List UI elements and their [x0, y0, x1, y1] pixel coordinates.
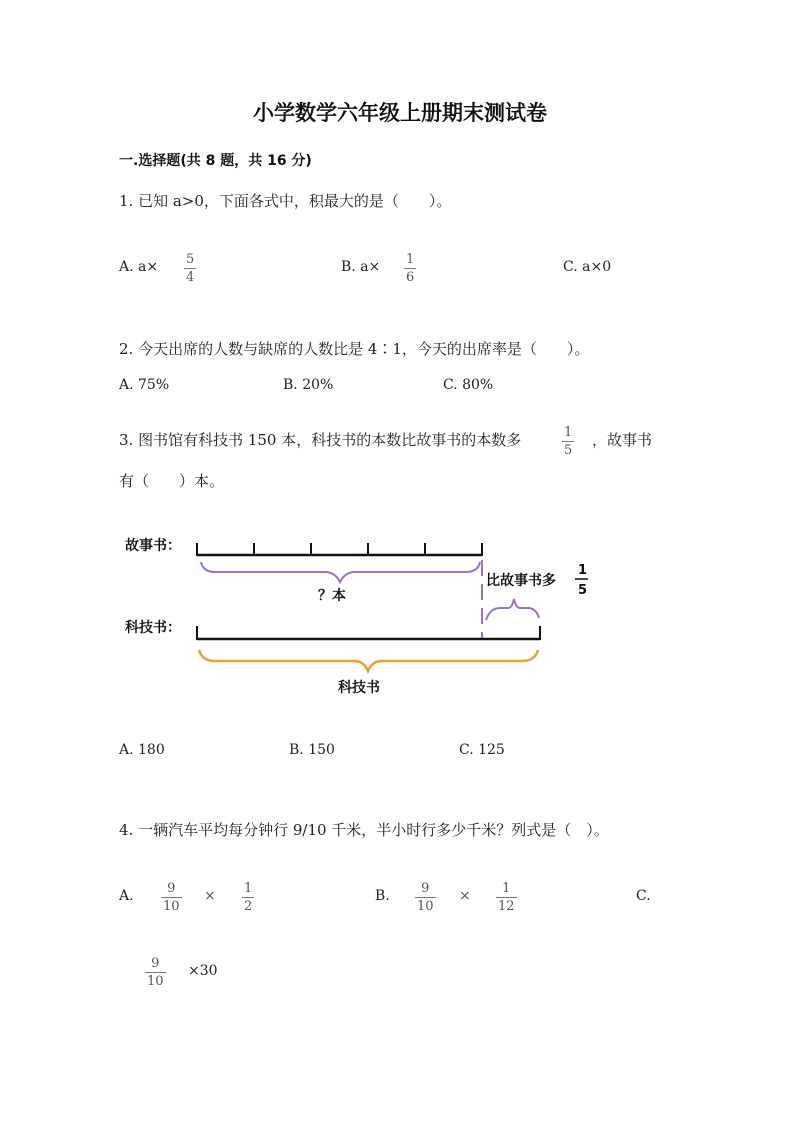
more-than-label: 比故事书多	[486, 573, 556, 589]
q4-option-a-label: A.	[119, 888, 134, 904]
fraction-numerator: 5	[186, 252, 195, 267]
q2-option-c: C. 80%	[443, 377, 494, 393]
story-book-brace-label: ？本	[318, 588, 346, 604]
q4-option-a-fraction-2	[242, 882, 254, 913]
more-than-numerator: 1	[578, 563, 588, 578]
fraction-denominator: 10	[147, 974, 164, 989]
fraction-numerator: 9	[421, 881, 430, 896]
fraction-denominator: 12	[498, 899, 515, 914]
q4-option-a-times: ×	[204, 888, 216, 904]
q4-option-b-label: B.	[375, 888, 390, 904]
fraction-numerator: 9	[151, 956, 160, 971]
q4-option-c-label: C.	[636, 888, 651, 904]
q2-option-a: A. 75%	[119, 377, 170, 393]
q3-option-c: C. 125	[459, 742, 505, 758]
fraction-denominator: 6	[406, 270, 415, 285]
line-segment-diagram	[0, 520, 800, 710]
tech-book-brace-label: 科技书	[338, 680, 380, 696]
q1-option-b-prefix: B. a×	[341, 259, 381, 275]
question-2-stem: 2. 今天出席的人数与缺席的人数比是 4∶1，今天的出席率是（ ）。	[119, 340, 590, 358]
q1-option-c: C. a×0	[563, 259, 612, 275]
question-3-stem-line2: 有（ ）本。	[119, 472, 225, 490]
q4-option-a-fraction-1	[161, 882, 182, 913]
q3-stem-fraction	[562, 426, 574, 457]
question-4-stem: 4. 一辆汽车平均每分钟行 9/10 千米，半小时行多少千米？列式是（ ）。	[119, 821, 609, 839]
q4-option-b-fraction-1	[415, 882, 436, 913]
section-heading: 一.选择题(共 8 题，共 16 分)	[119, 153, 312, 169]
q4-option-b-fraction-2	[496, 882, 517, 913]
q1-option-a-fraction	[184, 253, 196, 284]
fraction-numerator: 1	[244, 881, 253, 896]
fraction-numerator: 1	[502, 881, 511, 896]
fraction-denominator: 10	[163, 899, 180, 914]
question-3-stem-after-fraction: ，故事书	[592, 431, 653, 449]
fraction-denominator: 5	[564, 443, 573, 458]
extra-part-brace	[486, 599, 539, 620]
fraction-numerator: 9	[167, 881, 176, 896]
fraction-denominator: 4	[186, 270, 195, 285]
question-1-stem: 1. 已知 a>0，下面各式中，积最大的是（ ）。	[119, 192, 452, 210]
fraction-numerator: 1	[564, 425, 573, 440]
q4-option-b-times: ×	[459, 888, 471, 904]
q4-option-c-fraction	[145, 957, 166, 988]
question-3-stem-line1: 3. 图书馆有科技书 150 本，科技书的本数比故事书的本数多	[119, 431, 522, 449]
tech-book-brace	[199, 650, 538, 671]
q1-option-b-fraction	[404, 253, 416, 284]
q1-option-a-prefix: A. a×	[119, 259, 159, 275]
story-book-label: 故事书：	[125, 538, 181, 554]
story-book-brace	[201, 562, 480, 582]
page-title: 小学数学六年级上册期末测试卷	[253, 101, 547, 125]
q2-option-b: B. 20%	[283, 377, 334, 393]
q4-option-c-suffix: ×30	[188, 963, 218, 979]
fraction-numerator: 1	[406, 252, 415, 267]
fraction-denominator: 2	[244, 899, 253, 914]
q3-option-b: B. 150	[289, 742, 335, 758]
tech-book-label: 科技书：	[125, 620, 181, 636]
more-than-denominator: 5	[578, 583, 588, 598]
q3-option-a: A. 180	[119, 742, 165, 758]
fraction-denominator: 10	[417, 899, 434, 914]
